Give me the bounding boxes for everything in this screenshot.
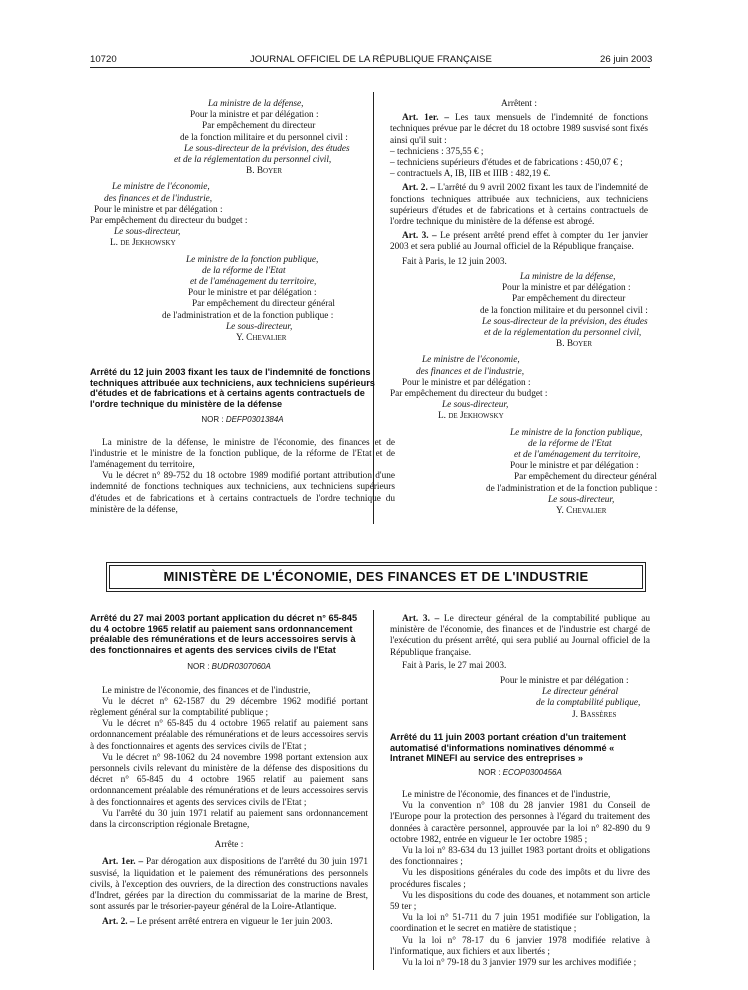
issue-date: 26 juin 2003: [600, 54, 653, 65]
sig-line: Par empêchement du directeur général: [514, 472, 657, 483]
paragraph: Vu la loi n° 79-18 du 3 janvier 1979 sur les archives modifiée ;: [402, 958, 637, 969]
article-text: L'arrêté du 9 avril 2002 fixant les taux de l'indemnité de fonctions techniques attribuée aux techniciens, aux techniciens supérieurs d'études et de fabrications et à certains contractuels de l'ordre technique du ministère de la défense est abrogé.: [390, 183, 648, 228]
sig-line: Le ministre de la fonction publique,: [186, 254, 319, 265]
signature-block-left: [90, 99, 395, 344]
sig-line: La ministre de la défense,: [520, 272, 616, 282]
place-date: Fait à Paris, le 12 juin 2003.: [402, 256, 507, 267]
decree-title: Arrêté du 12 juin 2003 fixant les taux de l'indemnité de fonctions techniques attribuée aux techniciens, aux techniciens supérieurs d'études et de fabrications et à certains agents contractuels de l'ordre technique du ministère de la défense: [90, 367, 375, 409]
sig-line: Pour la ministre et par délégation :: [190, 110, 319, 121]
decree-3: [390, 732, 650, 969]
ministry-banner: MINISTÈRE DE L'ÉCONOMIE, DES FINANCES ET DE L'INDUSTRIE: [106, 562, 646, 592]
sig-line: Pour le ministre et par délégation :: [500, 676, 629, 687]
signatory-name: Y. Chevalier: [236, 333, 287, 344]
sig-line: Le sous-directeur,: [114, 227, 181, 238]
page-number: 10720: [90, 54, 117, 65]
nor-reference: [390, 767, 650, 778]
sig-line: de l'administration et de la fonction publique :: [486, 483, 658, 494]
sig-line: La ministre de la défense,: [208, 99, 304, 109]
signatory-name: L. de Jekhowsky: [438, 411, 504, 422]
signatory-name: B. Boyer: [246, 166, 283, 177]
sig-line: Le directeur général: [542, 687, 619, 698]
sig-line: et de l'aménagement du territoire,: [514, 450, 641, 461]
sig-line: de l'administration et de la fonction publique :: [162, 310, 334, 321]
place-date: Fait à Paris, le 27 mai 2003.: [402, 660, 507, 671]
decree-2: [90, 613, 368, 929]
sig-line: Le sous-directeur,: [226, 321, 293, 332]
sig-line: Pour le ministre et par délégation :: [94, 204, 223, 215]
nor-label: NOR :: [187, 662, 210, 672]
paragraph: Vu les dispositions du code des douanes, et notamment son article 59 ter ;: [390, 890, 650, 913]
arrete: Arrête :: [214, 840, 244, 851]
article-text: Le directeur général de la comptabilité publique au ministère de l'économie, des finances et de l'industrie est chargé de l'exécution du présent arrêté, qui sera publié au Journal officiel de la République française.: [390, 614, 651, 658]
paragraph: Le ministre de l'économie, des finances et de l'industrie,: [102, 685, 311, 696]
journal-title: JOURNAL OFFICIEL DE LA RÉPUBLIQUE FRANÇAISE: [250, 54, 492, 65]
article-text: Le présent arrêté entrera en vigueur le 1er juin 2003.: [136, 917, 333, 928]
sig-line: de la fonction militaire et du personnel civil :: [180, 132, 348, 143]
paragraph: Vu la convention n° 108 du 28 janvier 1981 du Conseil de l'Europe pour la protection des personnes à l'égard du traitement des données à caractère personnel, approuvée par la loi n° 82-890 du 9 octobre 1982, entrée en vigueur le 1er octobre 1985 ;: [390, 801, 650, 845]
list-item: – techniciens : 375,55 € ;: [390, 146, 484, 157]
nor-code: DEFP0301384A: [225, 415, 284, 425]
paragraph: Vu le décret n° 62-1587 du 29 décembre 1962 modifié portant règlement général sur la comptabilité publique ;: [90, 696, 368, 718]
paragraph: La ministre de la défense, le ministre de l'économie, des finances et de l'industrie et le ministre de la fonction publique, de la réforme de l'Etat et de l'aménagement du territoire,: [90, 437, 395, 470]
sig-line: Le sous-directeur de la prévision, des études: [184, 143, 350, 154]
nor-code: ECOP0300456A: [502, 767, 562, 777]
decree-title: Arrêté du 11 juin 2003 portant création d'un traitement automatisé d'informations nominatives dénommé « Intranet MINEFI au service des entreprises »: [390, 732, 627, 764]
sig-line: Par empêchement du directeur: [512, 294, 626, 305]
sig-line: des finances et de l'industrie,: [416, 366, 525, 377]
paragraph: Vu le décret n° 98-1062 du 24 novembre 1998 portant extension aux personnels civils relevant du ministère de la défense des dispositions du décret n° 65-845 du 4 octobre 1965 relatif au paiement sans ordonnancement préalable des rémunérations et de leurs accessoires servis à des fonctionnaires et agents des services civils de l'Etat ;: [90, 752, 368, 808]
signatory-name: Y. Chevalier: [556, 506, 607, 517]
sig-line: Le sous-directeur,: [548, 494, 615, 505]
paragraph: Vu la loi n° 51-711 du 7 juin 1951 modifiée sur l'obligation, la coordination et le secret en matière de statistique ;: [390, 913, 650, 935]
sig-line: Le ministre de l'économie,: [422, 355, 520, 366]
article-label: Art. 1er. –: [402, 113, 450, 124]
paragraph: Vu le décret n° 89-752 du 18 octobre 1989 modifié portant attribution d'une indemnité de fonctions techniques aux techniciens, aux techniciens supérieurs d'études et de fabrications et à certains contractuels de l'ordre technique du ministère de la défense,: [90, 471, 395, 515]
sig-line: Le sous-directeur de la prévision, des études: [482, 316, 648, 327]
sig-line: Le ministre de l'économie,: [112, 182, 210, 193]
sig-line: de la réforme de l'Etat: [528, 438, 612, 449]
sig-line: Le ministre de la fonction publique,: [510, 427, 643, 438]
article-text: Les taux mensuels de l'indemnité de fonctions techniques prévue par le décret du 18 octobre 1989 susvisé sont fixés ainsi qu'il suit :: [390, 113, 649, 146]
sig-line: Pour le ministre et par délégation :: [188, 288, 317, 299]
article-label: Art. 2. –: [402, 183, 435, 194]
article-label: Art. 3. –: [402, 614, 440, 624]
sig-line: de la comptabilité publique,: [536, 698, 641, 709]
article-text: Par dérogation aux dispositions de l'arrêté du 30 juin 1971 susvisé, la liquidation et le paiement des rémunérations des personnels civils, à l'exception des ouvriers, de la direction des constructions navales d'Indret, gérées par la direction du commissariat de la marine de Brest, sont assurés par le trésorier-payeur général de la Loire-Atlantique.: [90, 857, 368, 913]
sig-line: Par empêchement du directeur général: [192, 299, 335, 310]
signatory-name: B. Boyer: [556, 339, 593, 350]
decree-2-continued: [390, 614, 650, 721]
paragraph: Vu la loi n° 78-17 du 6 janvier 1978 modifiée relative à l'informatique, aux fichiers et aux libertés ;: [390, 935, 650, 957]
nor-code: BUDR0307060A: [211, 662, 271, 672]
sig-line: et de la réglementation du personnel civil,: [484, 328, 642, 339]
paragraph: Vu le décret n° 65-845 du 4 octobre 1965 relatif au paiement sans ordonnancement préalable des rémunérations et de leurs accessoires servis à des fonctionnaires et agents des services civils de l'Etat ;: [90, 719, 368, 752]
decree-1-continued: [390, 99, 648, 268]
signatory-name: J. Bassères: [572, 709, 617, 720]
sig-line: des finances et de l'industrie,: [104, 193, 213, 204]
decree-1: [90, 367, 395, 516]
list-item: – contractuels A, IB, IIB et IIIB : 482,19 €.: [390, 169, 551, 180]
sig-line: Par empêchement du directeur du budget :: [390, 389, 548, 400]
paragraph: Vu l'arrêté du 30 juin 1971 relatif au paiement sans ordonnancement dans la circonscription régionale Bretagne,: [90, 808, 368, 831]
sig-line: Par empêchement du directeur: [202, 121, 316, 132]
article-text: Le présent arrêté prend effet à compter du 1er janvier 2003 et sera publié au Journal officiel de la République française.: [390, 231, 649, 253]
list-item: – techniciens supérieurs d'études et de fabrications : 450,07 € ;: [390, 158, 623, 169]
nor-label: NOR :: [201, 415, 224, 425]
arretent: Arrêtent :: [501, 99, 537, 109]
sig-line: et de l'aménagement du territoire,: [190, 277, 317, 288]
paragraph: Le ministre de l'économie, des finances et de l'industrie,: [402, 789, 611, 800]
sig-line: Pour le ministre et par délégation :: [510, 461, 639, 472]
sig-line: Le sous-directeur,: [442, 400, 509, 411]
paragraph: Vu la loi n° 83-634 du 13 juillet 1983 portant droits et obligations des fonctionnaires ;: [390, 846, 650, 868]
sig-line: de la réforme de l'Etat: [202, 265, 286, 276]
article-label: Art. 3. –: [402, 231, 437, 242]
sig-line: et de la réglementation du personnel civil,: [174, 155, 332, 166]
article-label: Art. 2. –: [102, 917, 135, 928]
sig-line: Pour le ministre et par délégation :: [402, 377, 531, 388]
nor-reference: [90, 414, 395, 425]
paragraph: Vu les dispositions générales du code des impôts et du livre des procédures fiscales ;: [390, 868, 650, 890]
sig-line: de la fonction militaire et du personnel civil :: [480, 305, 648, 316]
sig-line: Pour la ministre et par délégation :: [502, 283, 631, 294]
nor-label: NOR :: [478, 767, 501, 777]
article-label: Art. 1er. –: [102, 857, 144, 868]
column-divider-bottom: [373, 610, 374, 970]
signatory-name: L. de Jekhowsky: [110, 238, 176, 249]
signature-block-right: [390, 272, 660, 517]
sig-line: Par empêchement du directeur du budget :: [90, 216, 248, 227]
nor-reference: [90, 661, 368, 672]
decree-title: Arrêté du 27 mai 2003 portant application du décret n° 65-845 du 4 octobre 1965 relatif au paiement sans ordonnancement préalable des rémunérations et de leurs accessoires servis à des fonctionnaires et agents des services civils de l'Etat: [90, 613, 358, 655]
header-rule: [90, 67, 650, 68]
